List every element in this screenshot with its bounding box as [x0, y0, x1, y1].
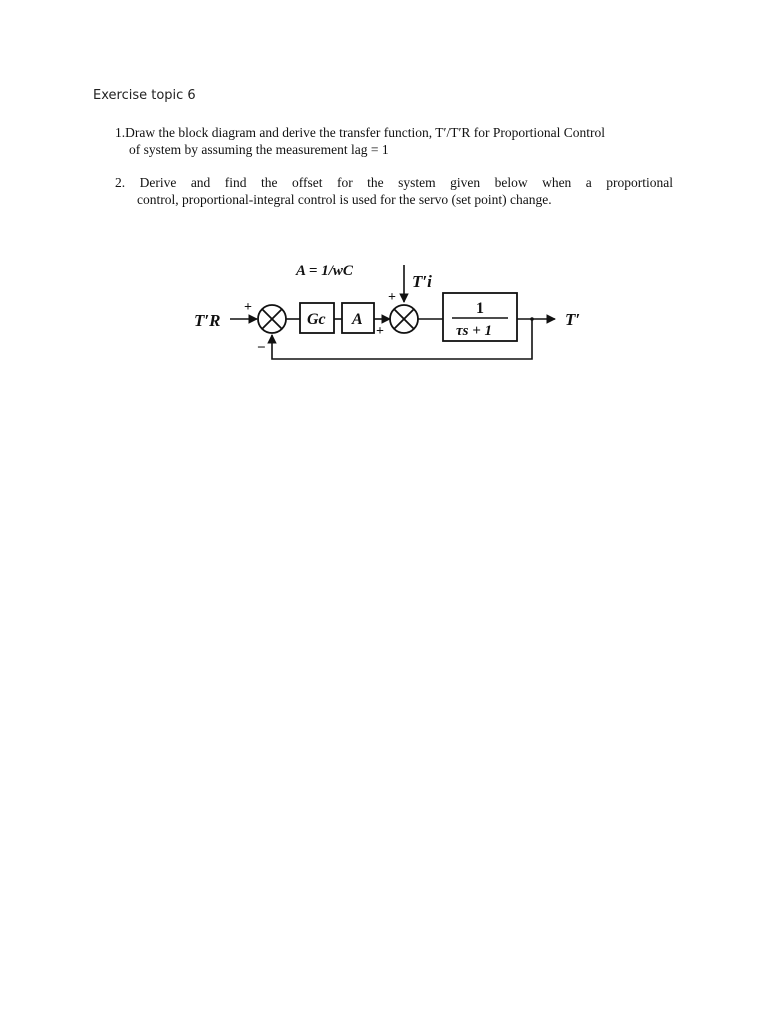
question-1: [115, 124, 675, 158]
question-1-text: Draw the block diagram and derive the transfer function, T′/T′R for Proportional Control: [125, 125, 606, 140]
question-2: [115, 174, 673, 208]
output-label: T′: [565, 310, 581, 329]
question-2-line-1: [115, 174, 673, 191]
gc-label: Gc: [307, 311, 326, 328]
a-label: A: [352, 311, 363, 328]
page-heading: Exercise topic 6: [93, 88, 196, 103]
question-2-line-2: control, proportional-integral control is used for the servo (set point) change.: [137, 192, 552, 207]
tf-numerator: 1: [476, 300, 484, 317]
gc-block: [300, 303, 334, 333]
summing-1-minus-sign: −: [257, 340, 266, 356]
summing-2-plus-sign-top: +: [388, 290, 396, 305]
summing-2-plus-sign-left: +: [376, 324, 384, 339]
disturbance-label: T′i: [412, 272, 432, 291]
input-label: T′R: [194, 311, 221, 330]
question-1-number: 1.: [115, 125, 126, 140]
a-block: [342, 303, 374, 333]
a-definition-label: A = 1/wC: [296, 263, 353, 279]
summing-1-plus-sign: +: [244, 300, 252, 315]
question-2-number: 2.: [115, 175, 126, 190]
tf-denominator: τs + 1: [456, 323, 493, 339]
block-diagram: [190, 255, 610, 370]
summing-junction-2: [390, 305, 418, 333]
question-2-text: Derive and find the offset for the system given below when a proportional: [139, 175, 673, 190]
process-transfer-function-block: [443, 293, 517, 341]
summing-junction-1: [258, 305, 286, 333]
question-1-line-2: of system by assuming the measurement lag = 1: [129, 142, 389, 157]
question-1-line-1: [115, 124, 675, 141]
